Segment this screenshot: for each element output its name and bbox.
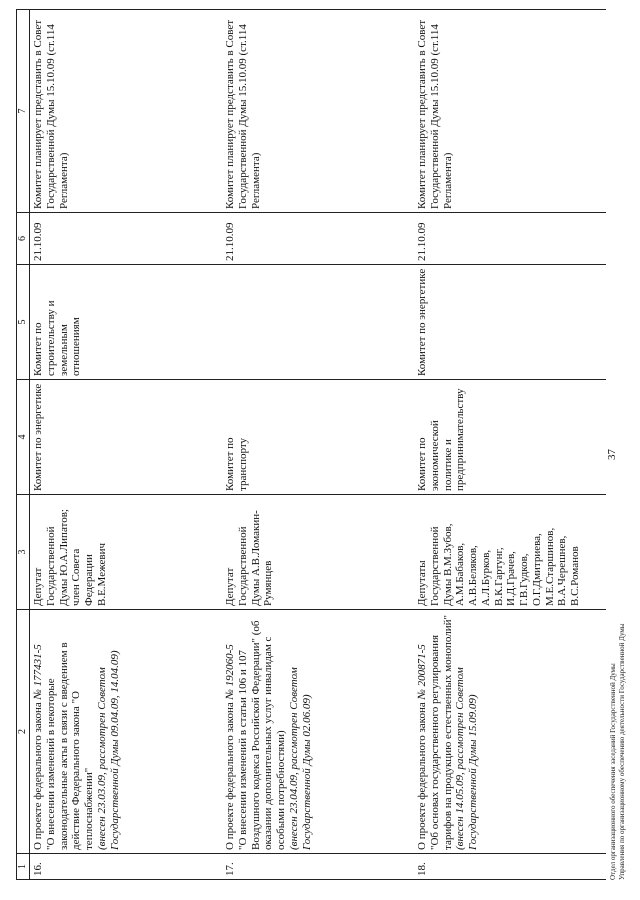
project-number: № 192060-5 bbox=[224, 644, 237, 700]
authors-cell: Депутат Государственной Думы А.В.Ломакин-Румянцев bbox=[222, 495, 414, 610]
table-row bbox=[414, 10, 606, 880]
column-header: 2 bbox=[17, 610, 30, 854]
project-cell bbox=[30, 610, 223, 854]
column-number-row bbox=[17, 10, 30, 880]
co-committee-cell: Комитет по энергетике bbox=[414, 265, 606, 380]
co-committee-cell bbox=[222, 265, 414, 380]
footer bbox=[609, 624, 627, 880]
project-note: (внесен 23.03.09, рассмотрен Советом Государственной Думы 09.04.09, 14.04.09) bbox=[95, 650, 121, 850]
project-cell bbox=[222, 610, 414, 854]
project-lead: О проекте федерального закона bbox=[224, 699, 237, 850]
date-cell: 21.10.09 bbox=[414, 213, 606, 265]
row-number: 18. bbox=[414, 854, 606, 880]
main-committee-cell: Комитет по транспорту bbox=[222, 380, 414, 495]
column-header: 1 bbox=[17, 854, 30, 880]
project-cell bbox=[414, 610, 606, 854]
main-committee-cell: Комитет по экономической политике и предпринимательству bbox=[414, 380, 606, 495]
project-lead: О проекте федерального закона bbox=[416, 699, 428, 850]
authors-cell: Депутаты Государственной Думы В.М.Зубов, А.М.Бабаков, А.В.Беляков, А.Л.Бурков, В.К.Гартунг, И.Д.Грачев, Г.В.Гудков, О.Г.Дмитриева, М.Е.Старшинов, В.А.Черешнев, В.С.Романов bbox=[414, 495, 606, 610]
row-number: 16. bbox=[30, 854, 223, 880]
project-lead: О проекте федерального закона bbox=[32, 699, 44, 850]
table-row bbox=[30, 10, 223, 880]
page-number: 37 bbox=[606, 449, 618, 460]
column-header: 6 bbox=[17, 213, 30, 265]
row-number: 17. bbox=[222, 854, 414, 880]
column-header: 4 bbox=[17, 380, 30, 495]
project-title: "О внесении изменений в некоторые законодательные акты в связи с введением в действие Федерального закона "О теплоснабжении" bbox=[44, 642, 95, 850]
column-header: 5 bbox=[17, 265, 30, 380]
main-committee-cell: Комитет по энергетике bbox=[30, 380, 223, 495]
date-cell: 21.10.09 bbox=[222, 213, 414, 265]
agenda-table bbox=[16, 9, 606, 880]
date-cell: 21.10.09 bbox=[30, 213, 223, 265]
footer-line: Отдел организационного обеспечения заседаний Государственной Думы bbox=[609, 663, 617, 880]
project-number: № 177431-5 bbox=[32, 644, 44, 700]
project-title: "Об основах государственного регулирования тарифов на продукцию естественных монополий" bbox=[428, 614, 454, 850]
table-row bbox=[222, 10, 414, 880]
project-note: (внесен 14.05.09, рассмотрен Советом Государственной Думы 15.09.09) bbox=[454, 667, 479, 850]
project-note: (внесен 23.04.09, рассмотрен Советом Государственной Думы 02.06.09) bbox=[287, 667, 313, 850]
footer-line: Управления по организационному обеспечению деятельности Государственной Думы bbox=[617, 623, 626, 880]
co-committee-cell: Комитет по строительству и земельным отношениям bbox=[30, 265, 223, 380]
plan-cell: Комитет планирует представить в Совет Государственной Думы 15.10.09 (ст.114 Регламента) bbox=[414, 10, 606, 213]
plan-cell: Комитет планирует представить в Совет Государственной Думы 15.10.09 (ст.114 Регламента) bbox=[30, 10, 223, 213]
project-title: "О внесении изменений в статьи 106 и 107 Воздушного кодекса Российской Федерации" (об оказании дополнительных услуг инвалидам с особыми потребностями) bbox=[236, 620, 288, 850]
authors-cell: Депутат Государственной Думы Ю.А.Липатов; член Совета Федерации В.Е.Межевич bbox=[30, 495, 223, 610]
plan-cell: Комитет планирует представить в Совет Государственной Думы 15.10.09 (ст.114 Регламента) bbox=[222, 10, 414, 213]
column-header: 7 bbox=[17, 10, 30, 213]
column-header: 3 bbox=[17, 495, 30, 610]
project-number: № 200871-5 bbox=[416, 644, 428, 700]
